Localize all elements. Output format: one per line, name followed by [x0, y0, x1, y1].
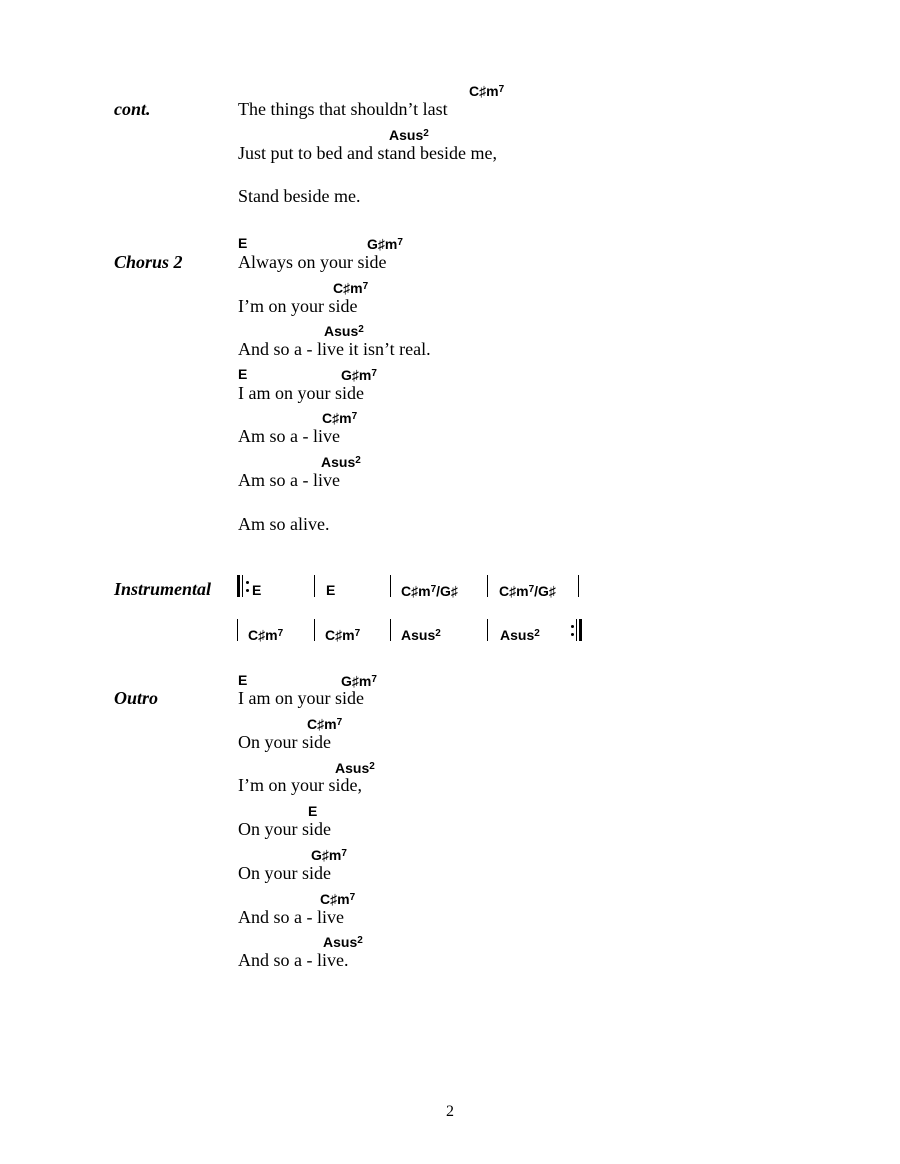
chord-csharp-m7: $C♯m^7$ [322, 410, 358, 426]
lyric-line: And so a - live. [238, 950, 349, 970]
bar-chord-csharp-m7: $C♯m^7$ [325, 627, 361, 643]
repeat-dot [246, 581, 249, 584]
lyric-line: I’m on your side [238, 296, 358, 316]
repeat-end-thick-bar [579, 619, 582, 641]
chord-e: E [308, 803, 318, 819]
bar-line [487, 575, 488, 597]
lyric-line: Am so a - live [238, 470, 340, 490]
chord-e: E [238, 672, 248, 688]
section-label-outro: Outro [114, 688, 159, 708]
bar-line [390, 575, 391, 597]
bar-chord-e: E [326, 582, 336, 598]
chord-csharp-m7: $C♯m^7$ [469, 83, 505, 99]
bar-chord-e: E [252, 582, 262, 598]
lyric-line: I’m on your side, [238, 775, 362, 795]
lyric-line: Stand beside me. [238, 186, 361, 206]
bar-line [487, 619, 488, 641]
bar-line [314, 619, 315, 641]
bar-line [314, 575, 315, 597]
chord-csharp-m7: $C♯m^7$ [333, 280, 369, 296]
chord-gsharp-m7: $G♯m^7$ [341, 673, 377, 689]
chord-gsharp-m7: $G♯m^7$ [367, 236, 403, 252]
lyric-line: I am on your side [238, 688, 364, 708]
chord-asus2: Asus$^2$ [335, 760, 375, 776]
chord-asus2: Asus$^2$ [324, 323, 364, 339]
repeat-dot [246, 589, 249, 592]
bar-chord-asus2: Asus$^2$ [401, 627, 441, 643]
repeat-start-thin-bar [242, 575, 243, 597]
repeat-dot [571, 633, 574, 636]
chord-gsharp-m7: $G♯m^7$ [311, 847, 347, 863]
bar-chord-csharp-m7-over-gsharp: $C♯m^7/G♯$ [499, 583, 556, 599]
section-label-instrumental: Instrumental [114, 579, 212, 599]
section-label-cont: cont. [114, 99, 151, 119]
chord-e: E [238, 366, 248, 382]
bar-chord-csharp-m7-over-gsharp: $C♯m^7/G♯$ [401, 583, 458, 599]
section-label-chorus-2: Chorus 2 [114, 252, 183, 272]
repeat-start-thick-bar [237, 575, 240, 597]
bar-line [237, 619, 238, 641]
chord-gsharp-m7: $G♯m^7$ [341, 367, 377, 383]
lyric-line: Always on your side [238, 252, 387, 272]
bar-chord-csharp-m7: $C♯m^7$ [248, 627, 284, 643]
chord-asus2: Asus$^2$ [321, 454, 361, 470]
lyric-line: And so a - live [238, 907, 344, 927]
lyric-line: On your side [238, 732, 331, 752]
chord-e: E [238, 235, 248, 251]
page-number: 2 [446, 1103, 454, 1120]
repeat-dot [571, 625, 574, 628]
lyric-line: On your side [238, 819, 331, 839]
chord-asus2: Asus$^2$ [389, 127, 429, 143]
chord-asus2: Asus$^2$ [323, 934, 363, 950]
chord-csharp-m7: $C♯m^7$ [307, 716, 343, 732]
lyric-line: Am so a - live [238, 426, 340, 446]
bar-line [390, 619, 391, 641]
lyric-line: Just put to bed and stand beside me, [238, 143, 497, 163]
lyric-line: On your side [238, 863, 331, 883]
lyric-line: Am so alive. [238, 514, 330, 534]
chord-csharp-m7: $C♯m^7$ [320, 891, 356, 907]
bar-line [578, 575, 579, 597]
repeat-end-thin-bar [576, 619, 577, 641]
lyric-line: And so a - live it isn’t real. [238, 339, 431, 359]
lyric-line: The things that shouldn’t last [238, 99, 448, 119]
bar-chord-asus2: Asus$^2$ [500, 627, 540, 643]
lyric-line: I am on your side [238, 383, 364, 403]
